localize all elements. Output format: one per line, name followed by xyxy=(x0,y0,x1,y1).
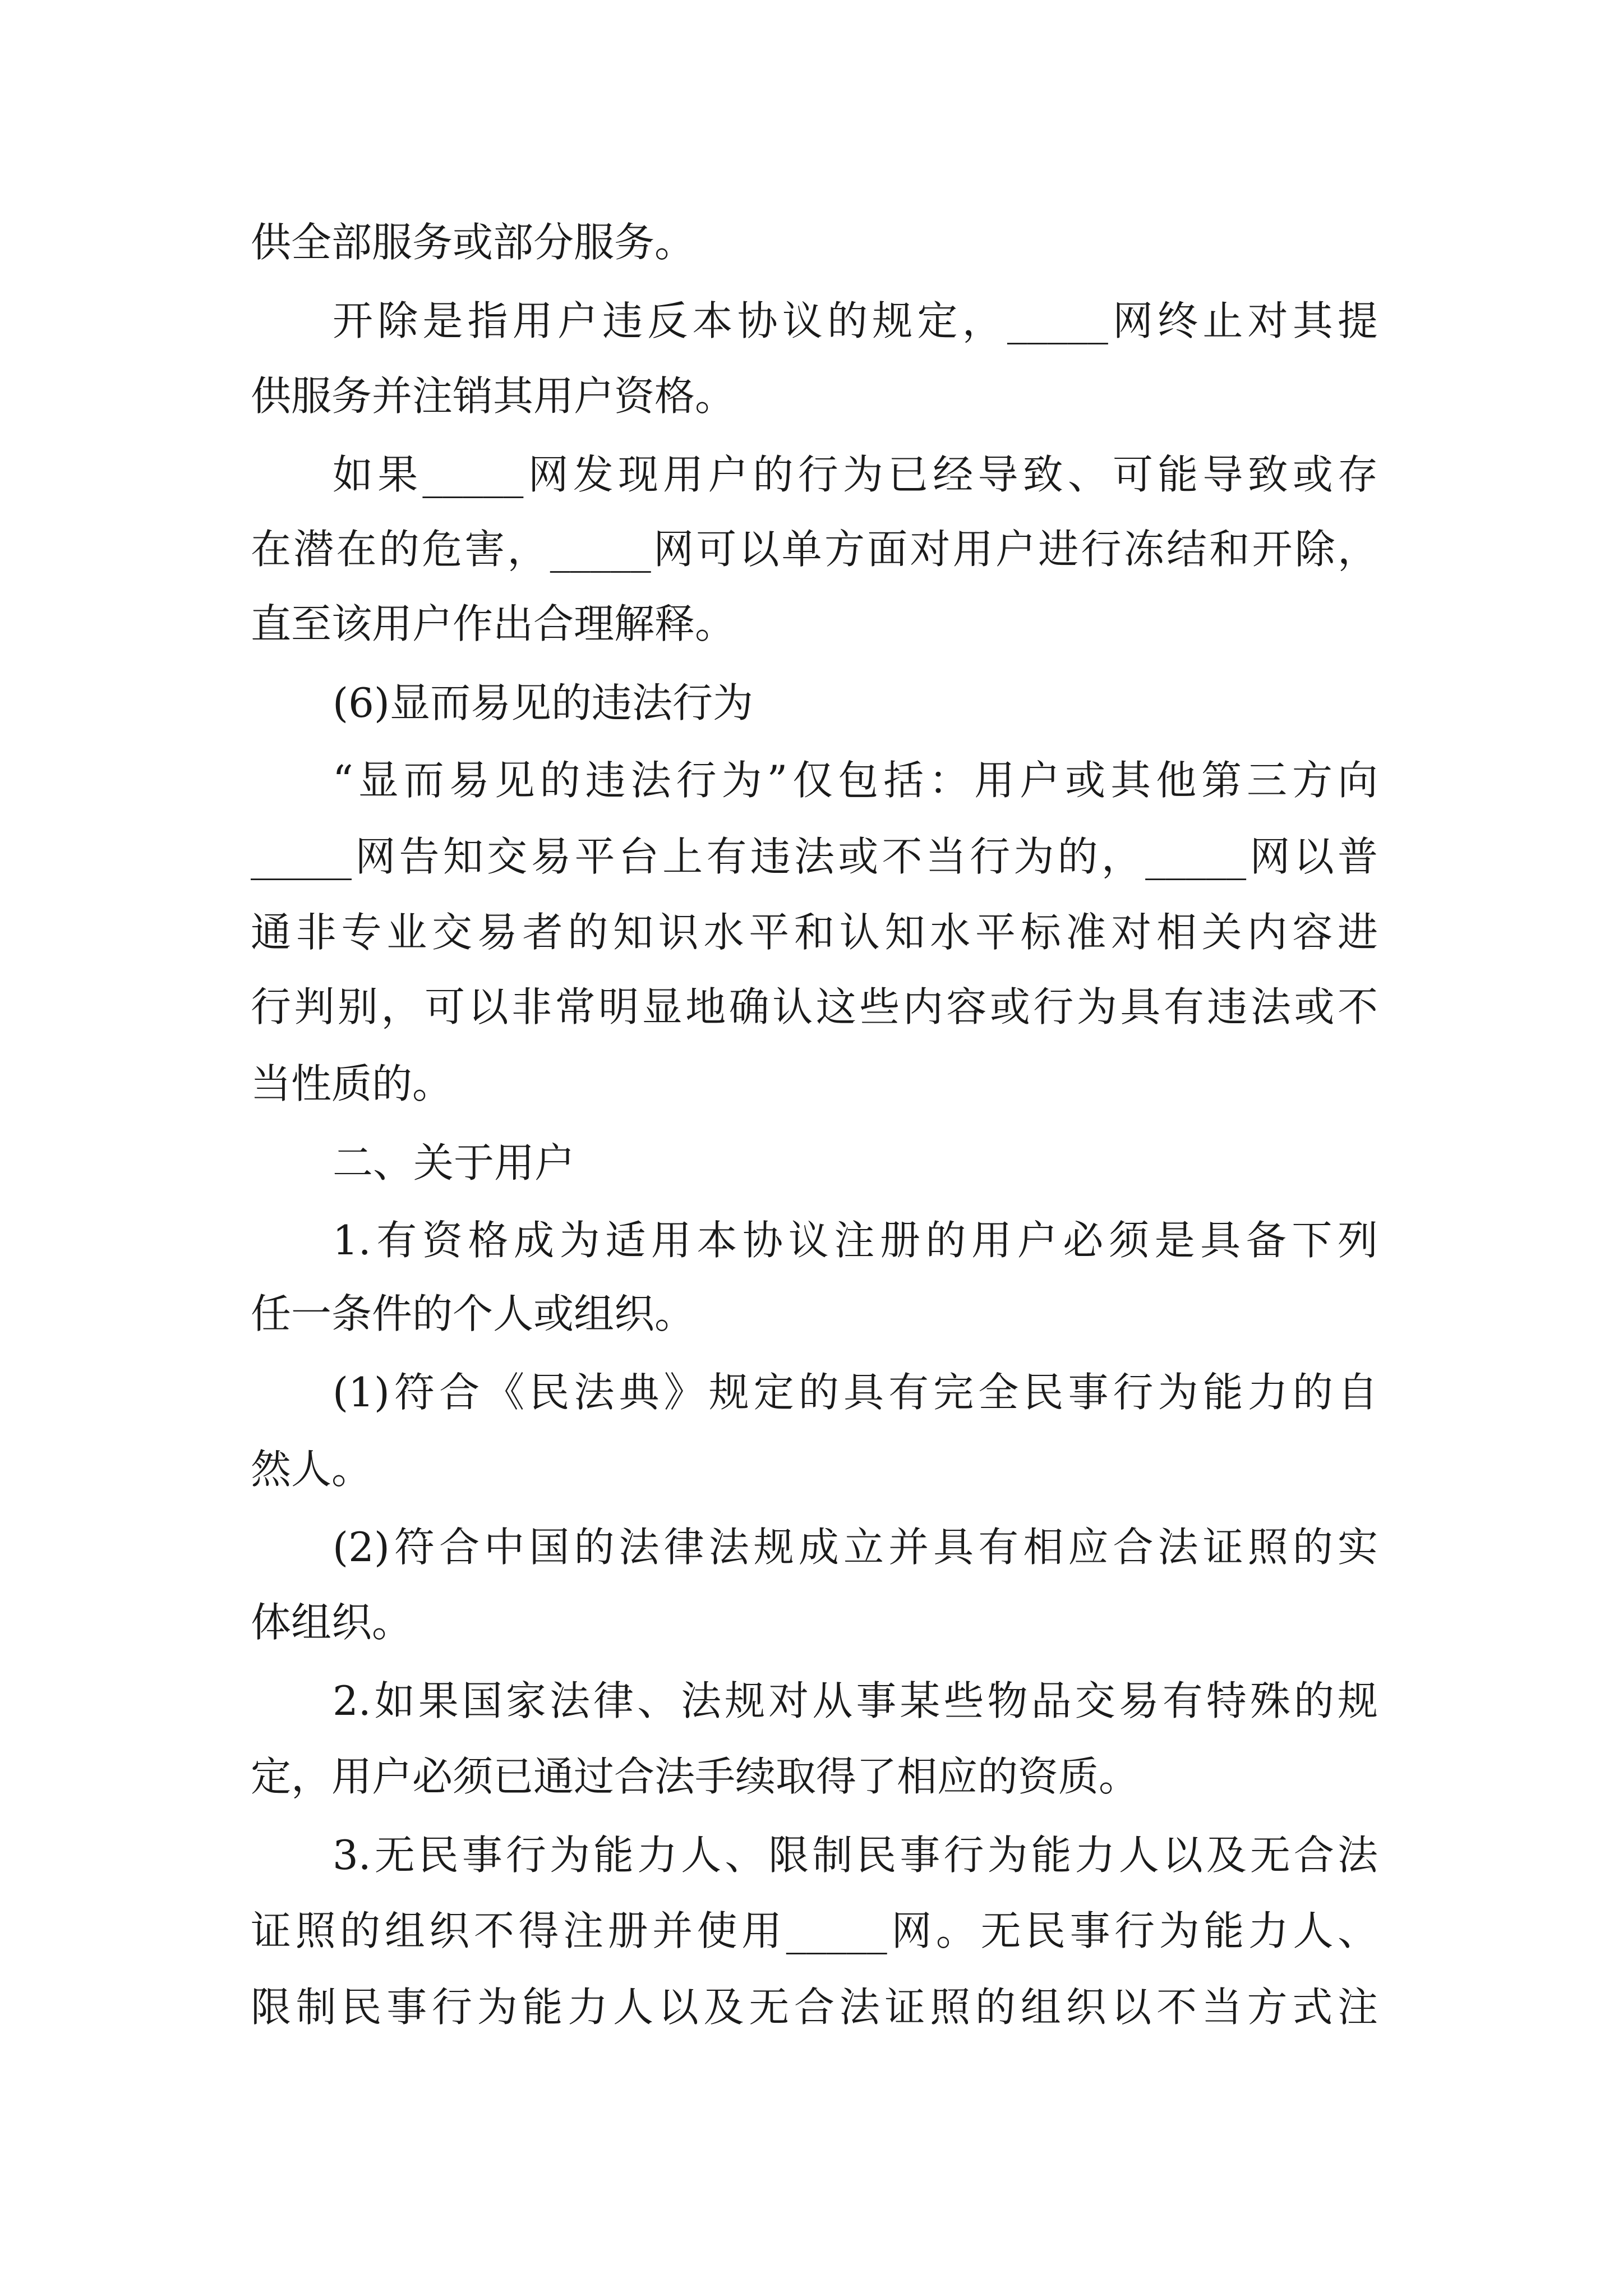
line-text: 当性质的。 xyxy=(251,1060,453,1107)
text-line xyxy=(0,1662,1623,1740)
text-line xyxy=(0,203,1623,282)
line-text: 体组织。 xyxy=(251,1599,413,1646)
line-text: (2)符合中国的法律法规成立并具有相应合法证照的实 xyxy=(333,1524,1378,1571)
text-line xyxy=(0,1892,1623,1970)
text-line xyxy=(0,1274,1623,1353)
line-text: 证照的组织不得注册并使用_____网。无民事行为能力人、 xyxy=(251,1907,1378,1954)
line-text: 3.无民事行为能力人、限制民事行为能力人以及无合法 xyxy=(333,1832,1378,1879)
line-text: 定，用户必须已通过合法手续取得了相应的资质。 xyxy=(251,1753,1140,1800)
text-line xyxy=(0,357,1623,435)
text-line xyxy=(0,1508,1623,1586)
line-text: (6)显而易见的违法行为 xyxy=(333,679,753,726)
text-line xyxy=(0,1124,1623,1202)
text-line xyxy=(0,1201,1623,1280)
line-text: 供服务并注销其用户资格。 xyxy=(251,372,736,420)
line-text: (1)符合《民法典》规定的具有完全民事行为能力的自 xyxy=(333,1369,1378,1416)
line-text: 二、关于用户 xyxy=(333,1139,575,1186)
text-line xyxy=(0,741,1623,820)
line-text: _____网告知交易平台上有违法或不当行为的，_____网以普 xyxy=(251,833,1378,880)
text-line xyxy=(0,1430,1623,1508)
text-line xyxy=(0,1353,1623,1432)
line-text: 在潜在的危害，_____网可以单方面对用户进行冻结和开除， xyxy=(251,526,1378,573)
line-text: 限制民事行为能力人以及无合法证照的组织以不当方式注 xyxy=(251,1984,1378,2031)
line-text: 如果_____网发现用户的行为已经导致、可能导致或存 xyxy=(333,451,1378,498)
text-line xyxy=(0,282,1623,360)
text-line xyxy=(0,1816,1623,1894)
line-text: 然人。 xyxy=(251,1446,372,1493)
text-line xyxy=(0,968,1623,1046)
line-text: 行判别，可以非常明显地确认这些内容或行为具有违法或不 xyxy=(251,983,1378,1030)
line-text: 任一条件的个人或组织。 xyxy=(251,1290,695,1337)
line-text: 供全部服务或部分服务。 xyxy=(251,219,695,266)
line-text: 2.如果国家法律、法规对从事某些物品交易有特殊的规 xyxy=(333,1677,1378,1724)
text-line xyxy=(0,1045,1623,1123)
line-text: 开除是指用户违反本协议的规定，_____网终止对其提 xyxy=(333,297,1378,344)
text-line xyxy=(0,1968,1623,2046)
line-text: 通非专业交易者的知识水平和认知水平标准对相关内容进 xyxy=(251,909,1378,956)
text-line xyxy=(0,893,1623,972)
text-line xyxy=(0,435,1623,514)
text-line xyxy=(0,1583,1623,1662)
text-line xyxy=(0,817,1623,896)
line-text: 1.有资格成为适用本协议注册的用户必须是具备下列 xyxy=(333,1217,1378,1264)
text-line xyxy=(0,1737,1623,1816)
text-line xyxy=(0,510,1623,588)
line-text: “显而易见的违法行为”仅包括：用户或其他第三方向 xyxy=(333,757,1378,804)
text-line xyxy=(0,585,1623,663)
text-line xyxy=(0,664,1623,742)
line-text: 直至该用户作出合理解释。 xyxy=(251,600,736,647)
